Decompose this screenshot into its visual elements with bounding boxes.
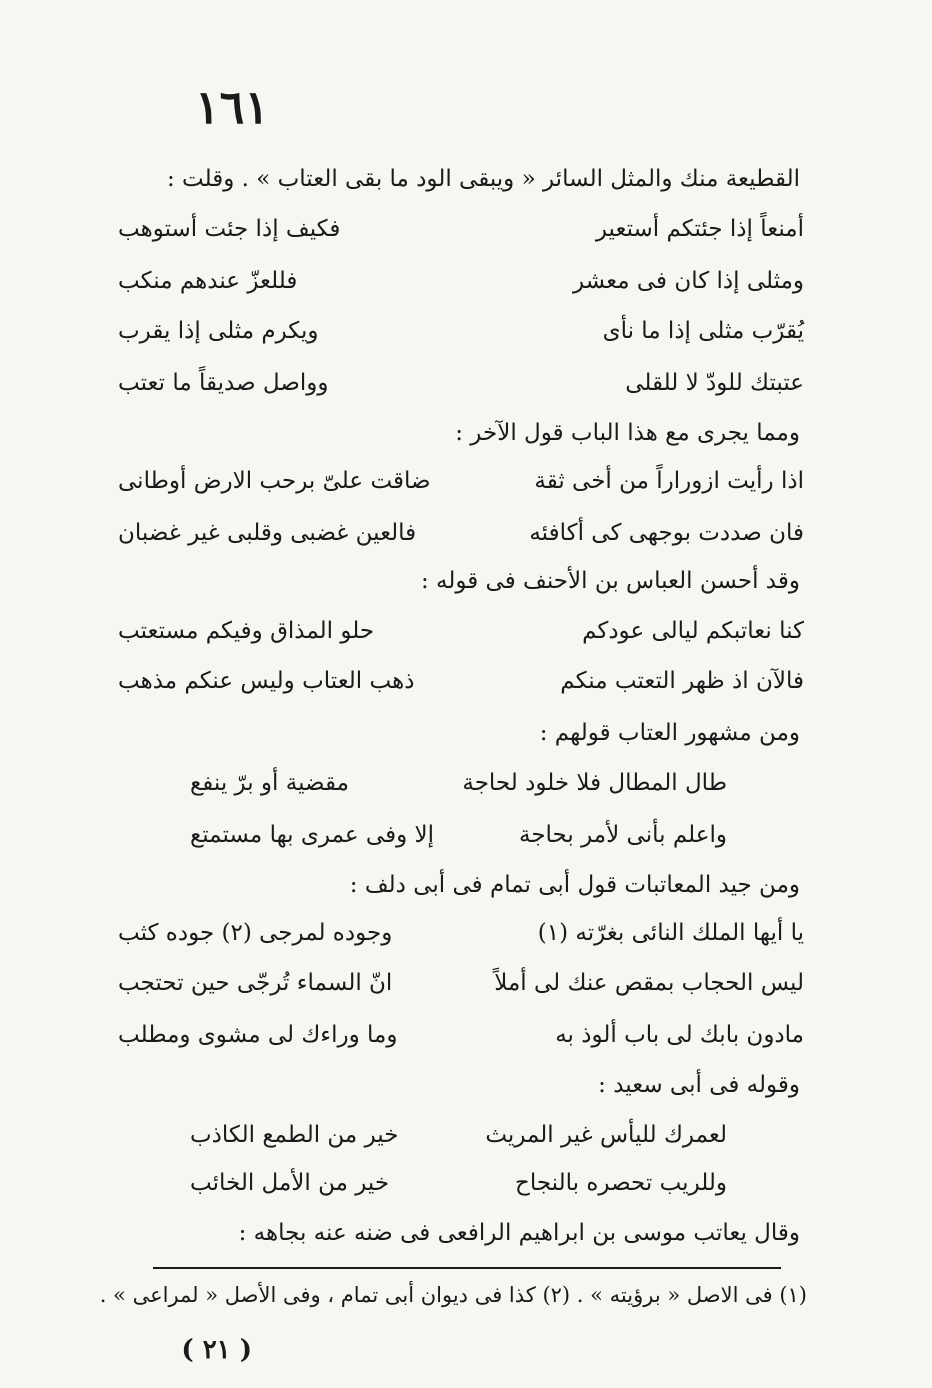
verse-hemistich-second: وواصل صديقاً ما تعتب <box>118 370 329 396</box>
prose-line: وقد أحسن العباس بن الأحنف فى قوله : <box>420 568 800 594</box>
verse-hemistich-first: ليس الحجاب بمقص عنك لى أملاً <box>494 970 804 996</box>
verse-hemistich-second: مقضية أو برّ ينفع <box>190 770 349 796</box>
verse-hemistich-second: خير من الأمل الخائب <box>190 1170 390 1196</box>
verse-hemistich-second: حلو المذاق وفيكم مستعتب <box>118 618 375 644</box>
verse-line <box>118 370 804 398</box>
verse-line <box>190 1170 727 1198</box>
prose-line: وقوله فى أبى سعيد : <box>598 1072 800 1098</box>
signature-mark: ( ٢١ ) <box>181 1335 252 1365</box>
verse-line <box>118 1022 804 1050</box>
verse-line <box>190 1122 727 1150</box>
verse-line <box>190 822 727 850</box>
verse-line <box>118 520 804 548</box>
verse-line <box>118 970 804 998</box>
verse-hemistich-second: خير من الطمع الكاذب <box>190 1122 399 1148</box>
verse-hemistich-first: ومثلى إذا كان فى معشر <box>572 268 804 294</box>
verse-line <box>118 318 804 346</box>
verse-line <box>118 618 804 646</box>
verse-hemistich-second: فالعين غضبى وقلبى غير غضبان <box>118 520 417 546</box>
verse-hemistich-first: يا أيها الملك النائى بغرّته (١) <box>537 920 804 946</box>
verse-hemistich-second: فكيف إذا جئت أستوهب <box>118 216 341 242</box>
verse-hemistich-second: ويكرم مثلى إذا يقرب <box>118 318 319 344</box>
footnote-divider <box>153 1267 781 1269</box>
verse-line <box>118 920 804 948</box>
verse-hemistich-first: أمنعاً إذا جئتكم أستعير <box>595 216 804 242</box>
verse-hemistich-first: وللريب تحصره بالنجاح <box>514 1170 727 1196</box>
verse-hemistich-second: ضاقت علىّ برحب الارض أوطانى <box>118 468 431 494</box>
prose-line: ومن جيد المعاتبات قول أبى تمام فى أبى دلف : <box>349 872 800 898</box>
page-number: ١٦١ <box>194 80 270 134</box>
verse-hemistich-first: اذا رأيت ازوراراً من أخى ثقة <box>534 468 804 494</box>
prose-line: ومن مشهور العتاب قولهم : <box>539 720 800 746</box>
verse-hemistich-first: لعمرك لليأس غير المريث <box>485 1122 727 1148</box>
verse-line <box>118 268 804 296</box>
verse-hemistich-second: وجوده لمرجى (٢) جوده كثب <box>118 920 393 946</box>
verse-hemistich-first: فالآن اذ ظهر التعتب منكم <box>560 668 804 694</box>
footnote: (١) فى الاصل « برؤيته » . (٢) كذا فى ديوان أبى تمام ، وفى الأصل « لمراعى » . <box>99 1283 807 1307</box>
verse-line <box>118 216 804 244</box>
verse-line <box>118 668 804 696</box>
verse-hemistich-first: طال المطال فلا خلود لحاجة <box>462 770 727 796</box>
verse-hemistich-first: مادون بابك لى باب ألوذ به <box>555 1022 804 1048</box>
verse-hemistich-first: فان صددت بوجهى كى أكافئه <box>529 520 804 546</box>
verse-hemistich-first: يُقرّب مثلى إذا ما نأى <box>602 318 804 344</box>
prose-line: القطيعة منك والمثل السائر « ويبقى الود ما بقى العتاب » . وقلت : <box>166 166 800 192</box>
verse-hemistich-second: ذهب العتاب وليس عنكم مذهب <box>118 668 415 694</box>
verse-hemistich-second: إلا وفى عمرى بها مستمتع <box>190 822 435 848</box>
verse-hemistich-second: انّ السماء تُرجّى حين تحتجب <box>118 970 393 996</box>
prose-line: وقال يعاتب موسى بن ابراهيم الرافعى فى ضنه عنه بجاهه : <box>238 1220 800 1246</box>
verse-hemistich-first: واعلم بأنى لأمر بحاجة <box>519 822 727 848</box>
prose-line: ومما يجرى مع هذا الباب قول الآخر : <box>455 420 800 446</box>
verse-hemistich-first: عتبتك للودّ لا للقلى <box>625 370 804 396</box>
verse-line <box>118 468 804 496</box>
verse-hemistich-second: فللعزّ عندهم منكب <box>118 268 298 294</box>
verse-line <box>190 770 727 798</box>
verse-hemistich-second: وما وراءك لى مشوى ومطلب <box>118 1022 398 1048</box>
verse-hemistich-first: كنا نعاتبكم ليالى عودكم <box>582 618 804 644</box>
